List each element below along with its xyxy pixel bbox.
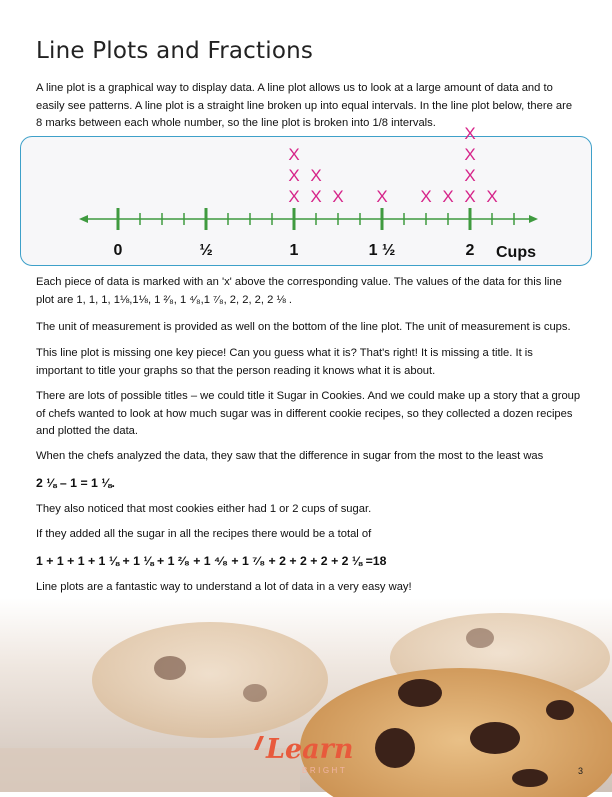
tick-label: 1 ½ (368, 242, 396, 259)
data-mark-x: X (288, 145, 300, 164)
data-mark-x: X (332, 187, 344, 206)
page-title: Line Plots and Fractions (36, 38, 314, 64)
tick-label: 1 (289, 242, 299, 259)
paragraph-analysis: When the chefs analyzed the data, they saw that the difference in sugar from the most to the least was (36, 450, 544, 462)
equation-total: 1 + 1 + 1 + 1 ⅛ + 1 ⅛ + 1 ²⁄₈ + 1 ⁴⁄₈ + 1 ⁷⁄₈ + 2 + 2 + 2 + 2 ⅛ =18 (36, 554, 387, 568)
learn-bright-logo (250, 732, 360, 782)
tick-label: ½ (199, 242, 213, 259)
equation-difference: 2 ⅛ – 1 = 1 ⅛. (36, 476, 115, 490)
paragraph-missing-title: This line plot is missing one key piece! Can you guess what it is? That's right! It is missing a title. It is important to title your graphs so that the person reading it knows what it is about. (36, 347, 533, 377)
axis-arrow-left (79, 215, 88, 223)
data-mark-x: X (464, 124, 476, 143)
data-mark-x: X (288, 187, 300, 206)
data-mark-x: X (288, 166, 300, 185)
paragraph-data-values: Each piece of data is marked with an 'x' above the corresponding value. The values of the data for this line plot are 1, 1, 1, 1⅛,1⅛, 1 ²⁄₈, 1 ⁴⁄₈,1 ⁷⁄₈, 2, 2, 2, 2 ⅛ . (36, 276, 562, 306)
data-mark-x: X (464, 187, 476, 206)
unit-label: Cups (496, 244, 536, 261)
logo-wordmark: Learn (266, 734, 354, 765)
data-mark-x: X (376, 187, 388, 206)
paragraph-conclusion: Line plots are a fantastic way to understand a lot of data in a very easy way! (36, 581, 412, 593)
logo-subtitle: BRIGHT (302, 766, 348, 775)
data-mark-x: X (310, 187, 322, 206)
tick-label: 2 (465, 242, 475, 259)
data-mark-x: X (464, 166, 476, 185)
line-plot-panel (20, 124, 592, 266)
tick-label: 0 (113, 242, 123, 259)
page-number: 3 (578, 766, 584, 776)
data-mark-x: X (486, 187, 498, 206)
data-mark-x: X (442, 187, 454, 206)
axis-arrow-right (529, 215, 538, 223)
line-plot (21, 124, 593, 267)
data-mark-x: X (464, 145, 476, 164)
data-mark-x: X (310, 166, 322, 185)
paragraph-possible-titles: There are lots of possible titles – we could title it Sugar in Cookies. And we could make up a story that a group of chefs wanted to look at how much sugar was in different cookie recipes, so they collected a dozen recipes and plotted the data. (36, 390, 581, 437)
paragraph-most-cookies: They also noticed that most cookies either had 1 or 2 cups of sugar. (36, 503, 372, 515)
intro-paragraph: A line plot is a graphical way to display data. A line plot allows us to look at a large amount of data and to easily see patterns. A line plot is a straight line broken up into equal intervals. In the line plot below, there are 8 marks between each whole number, so the line plot is broken into 1/8 intervals. (36, 82, 573, 129)
data-mark-x: X (420, 187, 432, 206)
paragraph-total-intro: If they added all the sugar in all the recipes there would be a total of (36, 528, 372, 540)
paragraph-unit: The unit of measurement is provided as well on the bottom of the line plot. The unit of measurement is cups. (36, 321, 571, 333)
